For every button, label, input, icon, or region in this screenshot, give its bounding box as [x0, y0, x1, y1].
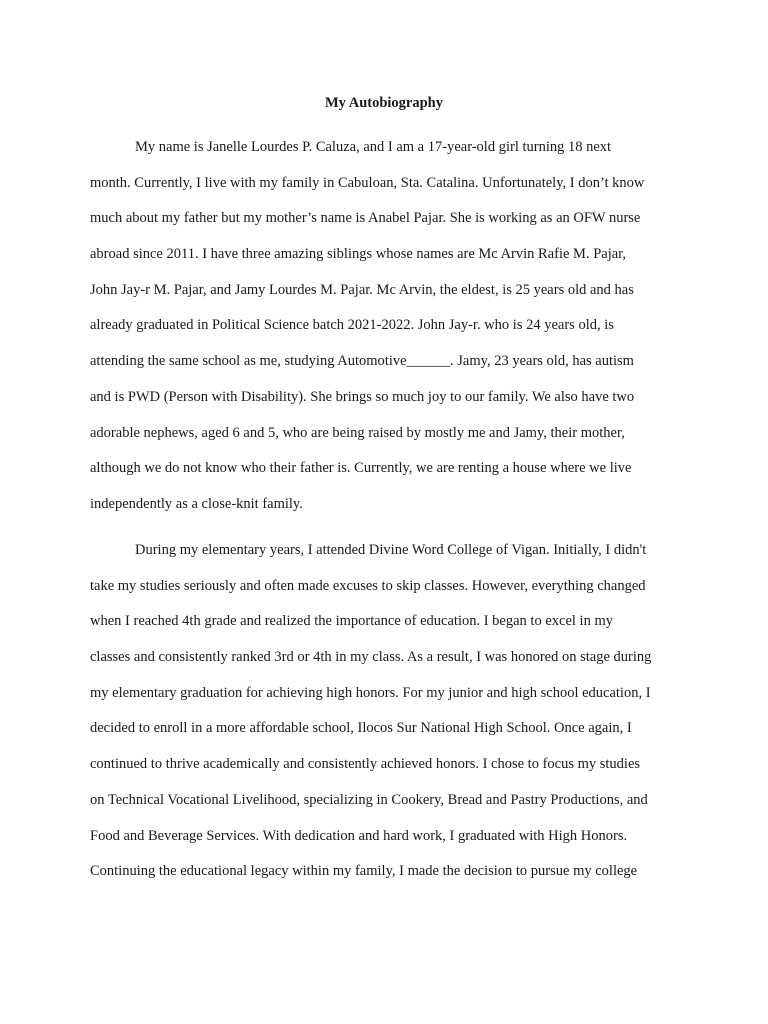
document-title: My Autobiography	[324, 95, 444, 111]
paragraph-line: John Jay-r M. Pajar, and Jamy Lourdes M. Pajar. Mc Arvin, the eldest, is 25 years old and has	[90, 281, 634, 298]
paragraph-line: Food and Beverage Services. With dedication and hard work, I graduated with High Honors.	[90, 827, 628, 844]
paragraph-2	[90, 533, 682, 890]
paragraph-line: During my elementary years, I attended Divine Word College of Vigan. Initially, I didn't	[135, 542, 647, 558]
paragraph-line: take my studies seriously and often made excuses to skip classes. However, everything changed	[90, 577, 646, 594]
paragraph-line: already graduated in Political Science batch 2021-2022. John Jay-r. who is 24 years old, is	[90, 317, 614, 334]
paragraph-line: and is PWD (Person with Disability). She brings so much joy to our family. We also have two	[90, 388, 635, 405]
paragraph-line: although we do not know who their father is. Currently, we are renting a house where we live	[90, 460, 632, 477]
paragraph-line: on Technical Vocational Livelihood, specializing in Cookery, Bread and Pastry Productions, and	[90, 791, 648, 808]
paragraph-line: when I reached 4th grade and realized the importance of education. I began to excel in my	[90, 613, 613, 630]
paragraph-1	[90, 130, 682, 523]
paragraph-line: month. Currently, I live with my family in Cabuloan, Sta. Catalina. Unfortunately, I don’t know	[90, 174, 645, 191]
paragraph-line: continued to thrive academically and consistently achieved honors. I chose to focus my studies	[90, 756, 641, 773]
paragraph-line: classes and consistently ranked 3rd or 4th in my class. As a result, I was honored on stage during	[90, 649, 652, 666]
paragraph-line: My name is Janelle Lourdes P. Caluza, and I am a 17-year-old girl turning 18 next	[135, 139, 612, 155]
paragraph-line: my elementary graduation for achieving high honors. For my junior and high school education, I	[90, 684, 651, 701]
paragraph-line: adorable nephews, aged 6 and 5, who are being raised by mostly me and Jamy, their mother,	[90, 424, 625, 441]
paragraph-line: Continuing the educational legacy within my family, I made the decision to pursue my college	[90, 863, 638, 880]
paragraph-line: much about my father but my mother’s name is Anabel Pajar. She is working as an OFW nurse	[90, 210, 641, 227]
paragraph-line: decided to enroll in a more affordable school, Ilocos Sur National High School. Once again, I	[90, 720, 632, 737]
paragraph-line: abroad since 2011. I have three amazing siblings whose names are Mc Arvin Rafie M. Pajar,	[90, 246, 627, 263]
paragraph-line: independently as a close-knit family.	[90, 495, 303, 512]
paragraph-line: attending the same school as me, studying Automotive______. Jamy, 23 years old, has autism	[90, 353, 634, 370]
